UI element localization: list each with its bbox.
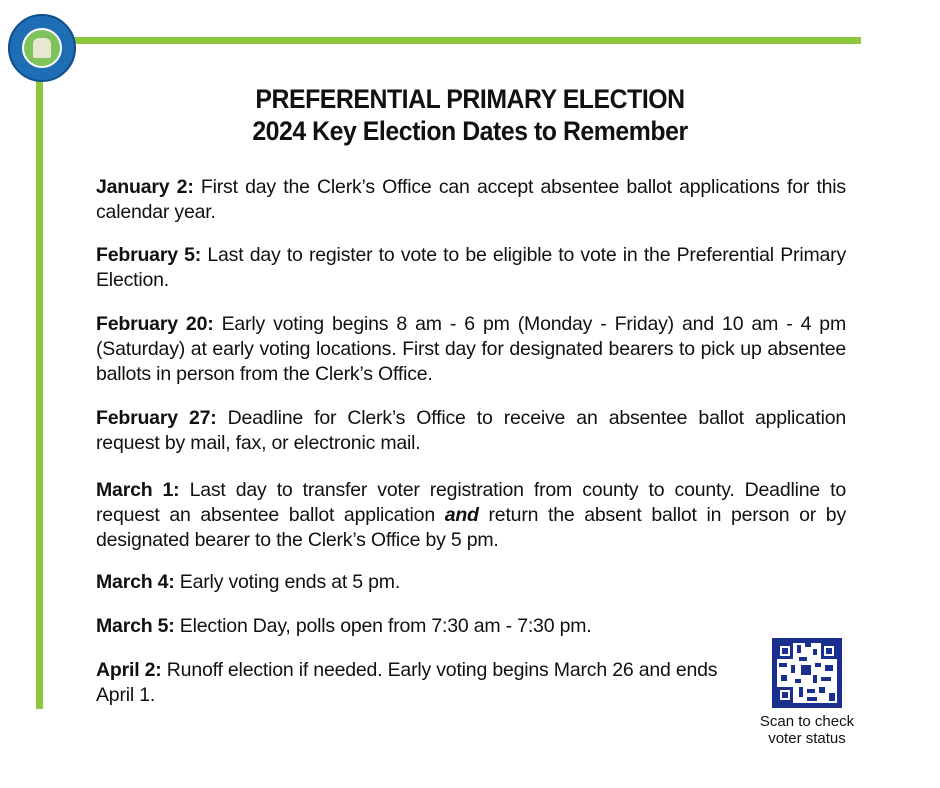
entry-text: First day the Clerk’s Office can accept absentee ballot applications for this calendar year. [96, 176, 846, 223]
entry-text: Deadline for Clerk’s Office to receive an absentee ballot application request by mail, fax, or electronic mail. [96, 407, 846, 454]
entry-text: Last day to transfer voter registration from county to county. Deadline to request an absentee ballot application [96, 479, 846, 526]
entry-date: March 5: [96, 615, 175, 637]
accent-bar-top [36, 37, 861, 44]
qr-caption-line-1: Scan to check [759, 713, 855, 730]
entry-date: February 20: [96, 313, 214, 335]
date-entry-february-27 [96, 406, 846, 456]
accent-bar-left [36, 37, 43, 709]
entry-date: January 2: [96, 176, 194, 198]
date-entry-april-2 [96, 658, 732, 708]
date-entry-february-5 [96, 243, 846, 293]
entry-date: March 1: [96, 479, 180, 501]
entry-text: Runoff election if needed. Early voting begins March 26 and ends April 1. [96, 659, 718, 706]
date-entry-february-20 [96, 312, 846, 387]
entry-date: February 5: [96, 244, 202, 266]
county-clerk-seal-logo [8, 14, 76, 82]
entry-text: Early voting ends at 5 pm. [174, 571, 401, 593]
entry-emphasis: and [444, 504, 479, 526]
page-subtitle: 2024 Key Election Dates to Remember [252, 116, 688, 146]
date-entry-january-2 [96, 175, 846, 225]
qr-code-pattern [777, 643, 837, 703]
entry-text: Last day to register to vote to be eligible to vote in the Preferential Primary Election. [96, 244, 846, 291]
entry-date: March 4: [96, 571, 175, 593]
date-entry-march-1 [96, 478, 846, 553]
date-entry-march-5 [96, 614, 846, 639]
page-title: PREFERENTIAL PRIMARY ELECTION [255, 84, 685, 114]
seal-emblem [22, 28, 62, 68]
entry-text: return the absent ballot in person or by designated bearer to the Clerk’s Office by 5 pm. [96, 504, 847, 551]
entry-date: February 27: [96, 407, 217, 429]
entry-text: Early voting begins 8 am - 6 pm (Monday - Friday) and 10 am - 4 pm (Saturday) at early voting locations. First day for designated bearers to pick up absentee ballots in person from the Clerk’s Office. [96, 313, 846, 385]
qr-caption [745, 713, 869, 747]
entry-date: April 2: [96, 659, 162, 681]
voter-status-qr-code[interactable] [772, 638, 842, 708]
qr-caption-line-2: voter status [768, 730, 846, 747]
date-entry-march-4 [96, 570, 846, 595]
entry-text: Election Day, polls open from 7:30 am - 7:30 pm. [174, 615, 592, 637]
